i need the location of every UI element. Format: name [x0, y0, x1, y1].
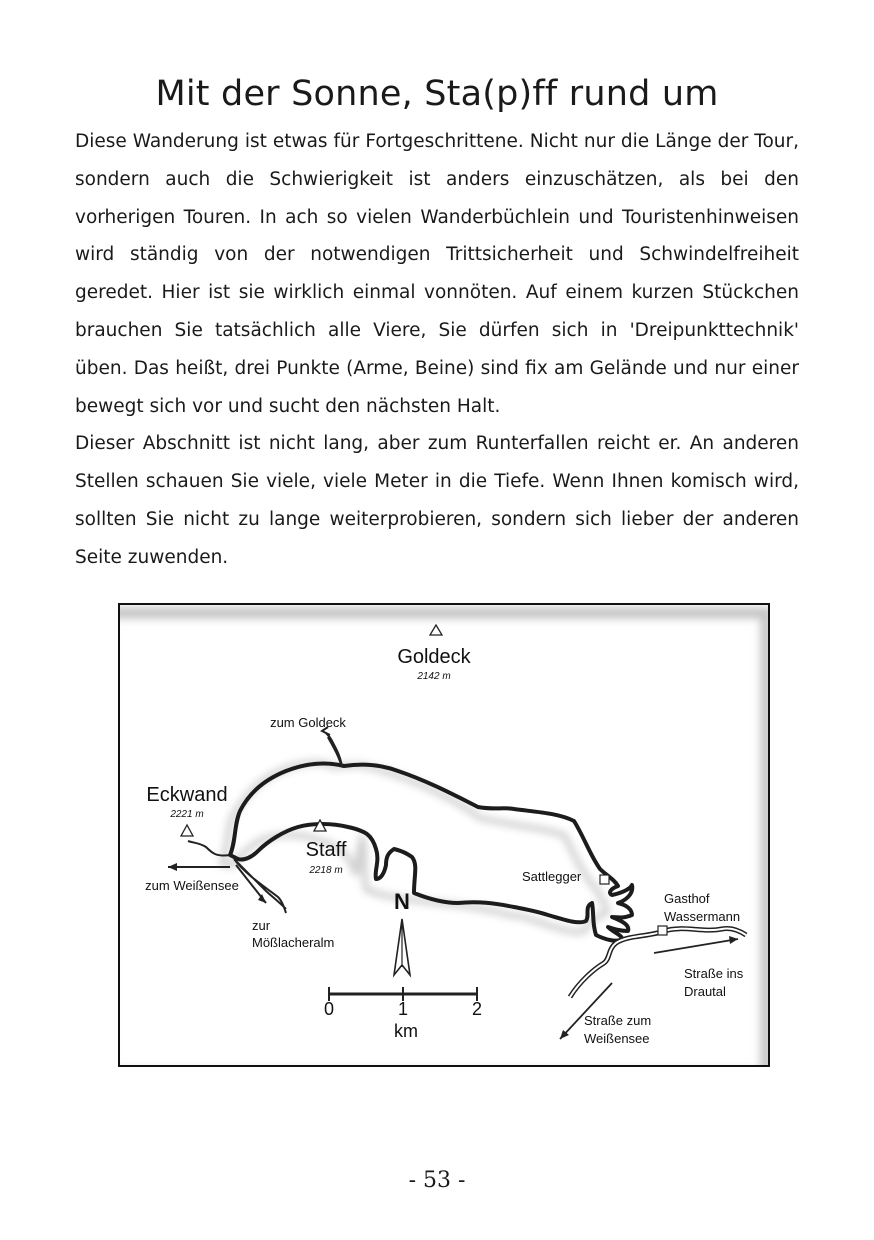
hut-gasthof-wassermann	[658, 926, 667, 935]
peak-triangle-eckwand	[181, 825, 193, 836]
label-gasthof: Gasthof	[664, 891, 710, 906]
body-text	[75, 123, 799, 577]
scale-tick-0: 0	[323, 999, 335, 1019]
peak-name-staff: Staff	[305, 839, 347, 861]
label-sattlegger: Sattlegger	[522, 869, 582, 884]
label-strasse-ins: Straße ins	[684, 966, 744, 981]
hiking-map	[118, 603, 770, 1067]
peak-elev-eckwand: 2221 m	[170, 809, 204, 820]
page-title: Mit der Sonne, Sta(p)ff rund um	[155, 74, 719, 114]
north-arrow	[394, 889, 410, 975]
peak-elev-goldeck: 2142 m	[417, 671, 451, 682]
paragraph-1: Diese Wanderung ist etwas für Fortgeschrittene. Nicht nur die Länge der Tour, sondern auch die Schwierigkeit ist anders einzuschätzen, als bei den vorherigen Touren. In ach so vielen Wanderbüchlein und Touristenhinweisen wird ständig von der notwendigen Trittsicherheit und Schwindelfreiheit geredet. Hier ist sie wirklich einmal vonnöten. Auf einem kurzen Stückchen brauchen Sie tatsächlich alle Viere, Sie dürfen sich in 'Dreipunkttechnik' üben. Das heißt, drei Punkte (Arme, Beine) sind fix am Gelände und nur einer bewegt sich vor und sucht den nächsten Halt.	[75, 131, 799, 417]
label-zum-weissensee: zum Weißensee	[145, 878, 239, 893]
scale-tick-1: 1	[397, 999, 409, 1019]
scale-tick-2: 2	[471, 999, 483, 1019]
label-wassermann: Wassermann	[664, 909, 741, 924]
north-label: N	[394, 889, 410, 914]
label-moesslacheralm: Mößlacheralm	[252, 935, 335, 950]
page-number: - 53 -	[408, 1168, 466, 1193]
scale-unit: km	[394, 1021, 418, 1041]
scale-bar	[324, 987, 482, 1041]
peak-triangle-goldeck	[430, 625, 442, 635]
label-zum-goldeck: zum Goldeck	[270, 715, 346, 730]
label-zur: zur	[252, 918, 271, 933]
hut-sattlegger	[600, 875, 609, 884]
peak-elev-staff: 2218 m	[309, 865, 343, 876]
label-drautal: Drautal	[684, 984, 726, 999]
peak-name-goldeck: Goldeck	[397, 646, 471, 668]
peak-name-eckwand: Eckwand	[146, 784, 228, 806]
label-weissensee: Weißensee	[584, 1031, 650, 1046]
label-strasse-zum: Straße zum	[584, 1013, 652, 1028]
paragraph-2: Dieser Abschnitt ist nicht lang, aber zum Runterfallen reicht er. An anderen Stellen schauen Sie viele, viele Meter in die Tiefe. Wenn Ihnen komisch wird, sollten Sie nicht zu lange weiterprobieren, sondern sich lieber der anderen Seite zuwenden.	[75, 433, 799, 568]
route-moesslacheralm-spur	[234, 859, 286, 913]
